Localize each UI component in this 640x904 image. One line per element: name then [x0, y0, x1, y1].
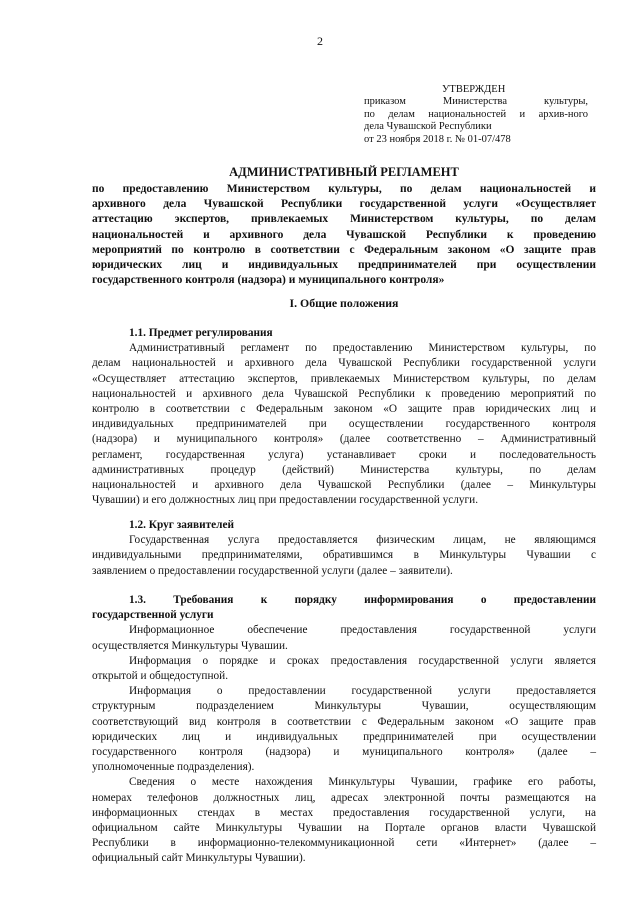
subtitle-line: аттестацию экспертов, привлекаемых Министерством культуры, по делам [92, 213, 596, 226]
document-subtitle [92, 182, 596, 288]
subtitle-line: национальностей и архивного дела Чувашской Республики к проведению [92, 228, 596, 241]
paragraph-line: Чувашии) и его должностных лиц при предоставлении государственной услуги. [92, 494, 479, 507]
paragraph-line: официальный сайт Минкультуры Чувашии). [92, 852, 306, 865]
paragraph-line: делам национальностей и архивного дела Чувашской Республики государственной услуги [92, 357, 596, 370]
subsection-heading: 1.3. Требования к порядку информирования о предоставлении [129, 594, 596, 606]
subsection-1-3 [92, 593, 596, 867]
paragraph-line: заявлением о предоставлении государственной услуги (далее – заявители). [92, 564, 453, 577]
paragraph-line: национальностей и архивного дела Чувашской Республики к проведению мероприятий по [92, 387, 596, 400]
paragraph-line: Административный регламент по предоставлению Министерством культуры, по [129, 342, 596, 355]
paragraph-line: индивидуальными предпринимателями, обратившимся в Минкультуры Чувашии с [92, 549, 596, 562]
section-title: I. Общие положения [289, 296, 399, 310]
paragraph-line: регламент, государственная услуга) устанавливает сроки и последовательность [92, 448, 596, 461]
subtitle-line: по предоставлению Министерством культуры, по делам национальностей и [92, 183, 596, 195]
paragraph-line: структурным подразделением Минкультуры Чувашии, осуществляющим [92, 700, 596, 713]
subsection-heading: государственной услуги [92, 609, 214, 622]
approval-line: от 23 ноября 2018 г. № 01-07/478 [364, 133, 511, 145]
subsection-1-2 [92, 518, 596, 579]
subtitle-line: юридических лиц и индивидуальных предпринимателей при осуществлении [92, 259, 596, 272]
subsection-1-1 [92, 326, 596, 508]
paragraph-line: Государственная услуга предоставляется физическим лицам, не являющимся [129, 534, 596, 547]
paragraph-line: контролю в соответствии с Федеральным законом «О защите прав юридических лиц и [92, 403, 596, 416]
paragraph-line: юридических лиц и индивидуальных предпринимателей при осуществлении [92, 730, 596, 743]
paragraph-line: официальном сайте Минкультуры Чувашии на Портале органов власти Чувашской [92, 822, 596, 835]
paragraph-line: государственного контроля (надзора) и муниципального контроля» (далее – [92, 746, 596, 759]
paragraph-line: номерах телефонов должностных лиц, адресах электронной почты размещаются на [92, 791, 596, 804]
approval-line: по делам национальностей и архив-ного [364, 108, 588, 120]
paragraph-line: Информация о предоставлении государственной услуги предоставляется [129, 685, 596, 698]
paragraph-line: открытой и общедоступной. [92, 670, 229, 683]
paragraph-line: Информация о порядке и сроках предоставления государственной услуги является [129, 654, 596, 667]
paragraph-line: национальностей и архивного дела Чувашской Республики (далее – Минкультуры [92, 479, 596, 492]
subtitle-line: архивного дела Чувашской Республики государственной услуги «Осуществляет [92, 198, 596, 211]
paragraph-line: (надзора) и муниципального контроля» (далее соответственно – Административный [92, 433, 596, 446]
paragraph-line: информационных стендах в местах предоставления государственной услуги, на [92, 806, 596, 819]
document-title: АДМИНИСТРАТИВНЫЙ РЕГЛАМЕНТ [229, 165, 459, 179]
paragraph-line: Республики в информационно-телекоммуникационной сети «Интернет» (далее – [92, 837, 596, 850]
paragraph-line: административных процедур (действий) Министерства культуры, по делам [92, 463, 596, 476]
page-number: 2 [317, 34, 323, 48]
subtitle-line: мероприятий по контролю в соответствии с Федеральным законом «О защите прав [92, 243, 596, 256]
subtitle-line: государственного контроля (надзора) и муниципального контроля» [92, 274, 445, 287]
paragraph-line: соответствующий вид контроля в соответствии с Федеральным законом «О защите прав [92, 715, 596, 728]
paragraph-line: Сведения о месте нахождения Минкультуры Чувашии, графике его работы, [129, 776, 596, 789]
subsection-heading: 1.2. Круг заявителей [129, 519, 235, 531]
paragraph-line: «Осуществляет аттестацию экспертов, привлекаемых Министерством культуры, по делам [92, 372, 596, 385]
paragraph-line: осуществляется Минкультуры Чувашии. [92, 639, 288, 652]
approval-line: приказом Министерства культуры, [364, 96, 588, 108]
approval-block [364, 84, 588, 146]
paragraph-line: индивидуальных предпринимателей при осуществлении государственного контроля [92, 418, 596, 431]
paragraph-line: уполномоченные подразделения). [92, 761, 255, 774]
approval-line: дела Чувашской Республики [364, 121, 492, 133]
subsection-heading: 1.1. Предмет регулирования [129, 327, 273, 339]
paragraph-line: Информационное обеспечение предоставления государственной услуги [129, 624, 596, 637]
approval-title: УТВЕРЖДЕН [442, 84, 506, 95]
